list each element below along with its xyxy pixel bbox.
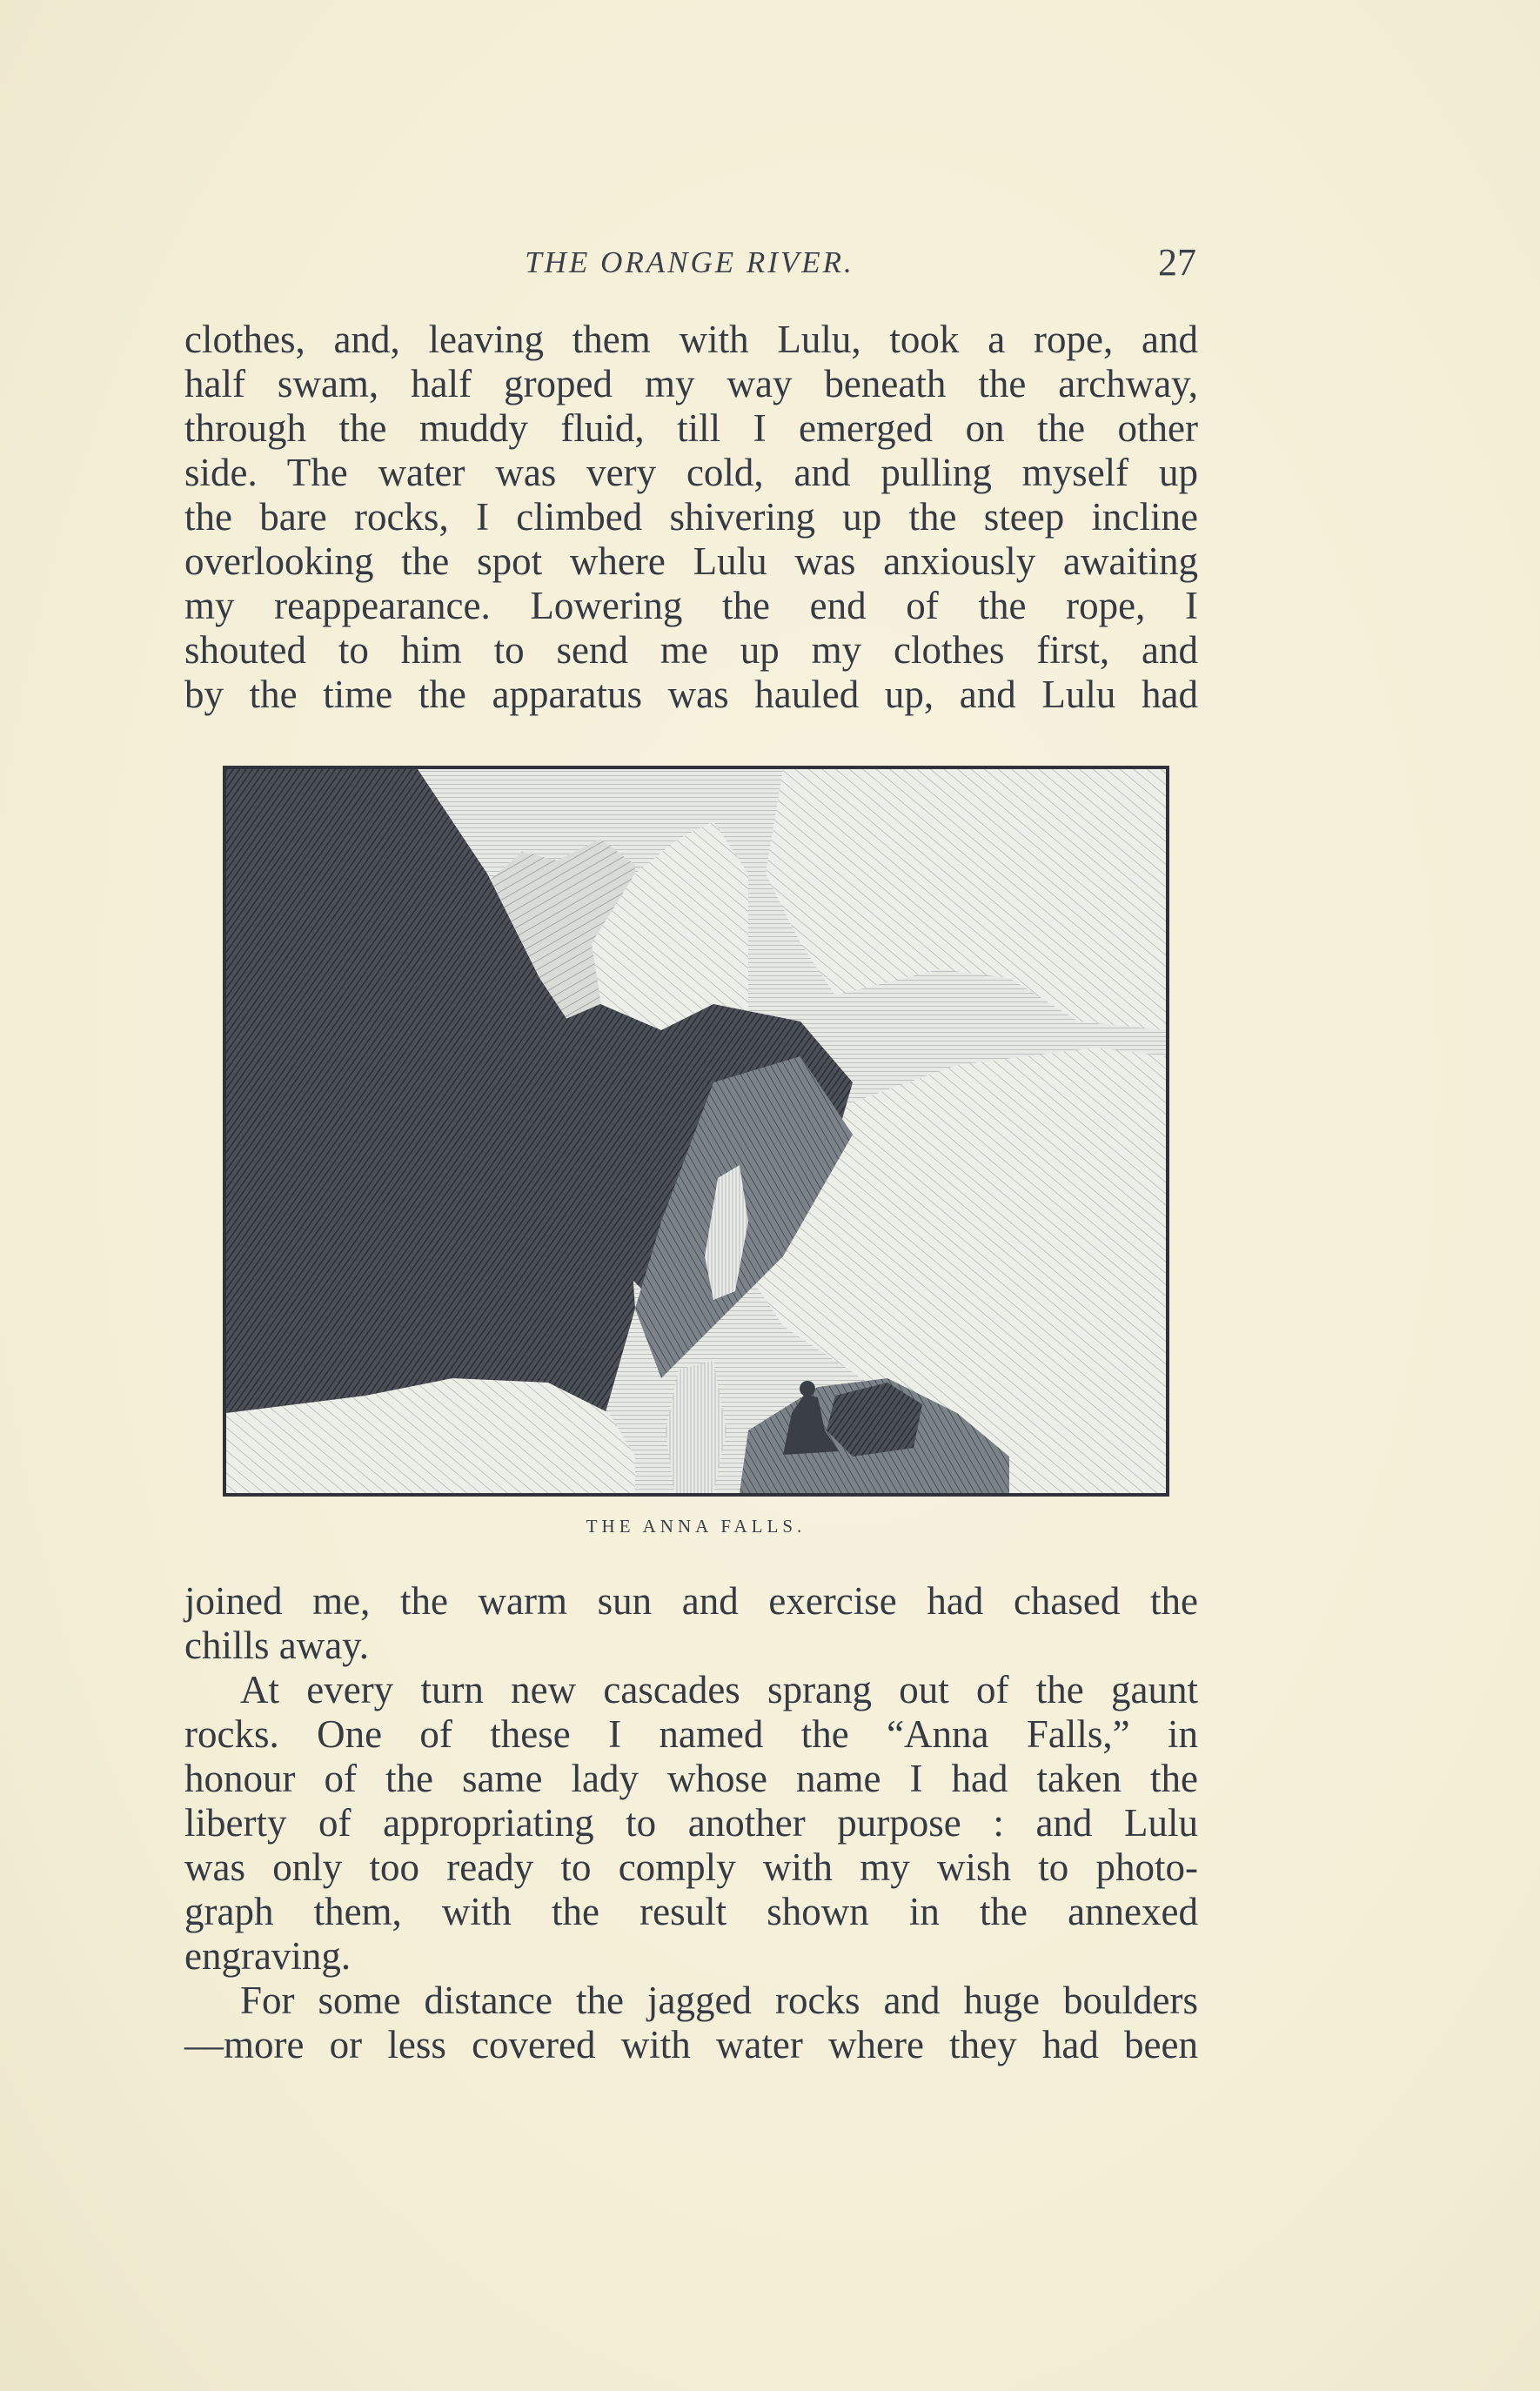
text-line: joined me, the warm sun and exercise had chased the (184, 1579, 1198, 1623)
text-line: side. The water was very cold, and pulling myself up (184, 451, 1198, 494)
paragraph-boulders (184, 1979, 1198, 2067)
text-line: graph them, with the result shown in the annexed (184, 1890, 1198, 1933)
illustration-caption: THE ANNA FALLS. (586, 1516, 807, 1537)
text-line: overlooking the spot where Lulu was anxiously awaiting (184, 539, 1198, 583)
paragraph-anna-falls (184, 1668, 1198, 1979)
paragraph-top (184, 318, 1198, 717)
figure-head (800, 1381, 815, 1396)
text-line: my reappearance. Lowering the end of the rope, I (184, 584, 1198, 627)
anna-falls-engraving (223, 766, 1169, 1497)
text-line: At every turn new cascades sprang out of the gaunt (240, 1668, 1198, 1711)
text-line: honour of the same lady whose name I had taken the (184, 1757, 1198, 1800)
text-line: clothes, and, leaving them with Lulu, took a rope, and (184, 318, 1198, 361)
text-line: —more or less covered with water where they had been (184, 2023, 1198, 2066)
text-line: shouted to him to send me up my clothes first, and (184, 628, 1198, 672)
text-line: the bare rocks, I climbed shivering up the steep incline (184, 495, 1198, 539)
text-line: by the time the apparatus was hauled up, and Lulu had (184, 673, 1198, 716)
running-head (183, 241, 1196, 289)
text-line: chills away. (184, 1624, 370, 1667)
text-line: half swam, half groped my way beneath the archway, (184, 362, 1198, 405)
text-line: For some distance the jagged rocks and huge boulders (240, 1979, 1198, 2022)
text-line: through the muddy fluid, till I emerged on the other (184, 406, 1198, 450)
text-line: engraving. (184, 1934, 352, 1978)
text-line: liberty of appropriating to another purpose : and Lulu (184, 1801, 1198, 1845)
text-line: rocks. One of these I named the “Anna Falls,” in (184, 1712, 1198, 1756)
paragraph-continued (184, 1579, 1198, 1668)
text-line: was only too ready to comply with my wish to photo- (184, 1845, 1198, 1889)
page-number: 27 (1158, 241, 1196, 284)
running-title: THE ORANGE RIVER. (525, 245, 854, 279)
